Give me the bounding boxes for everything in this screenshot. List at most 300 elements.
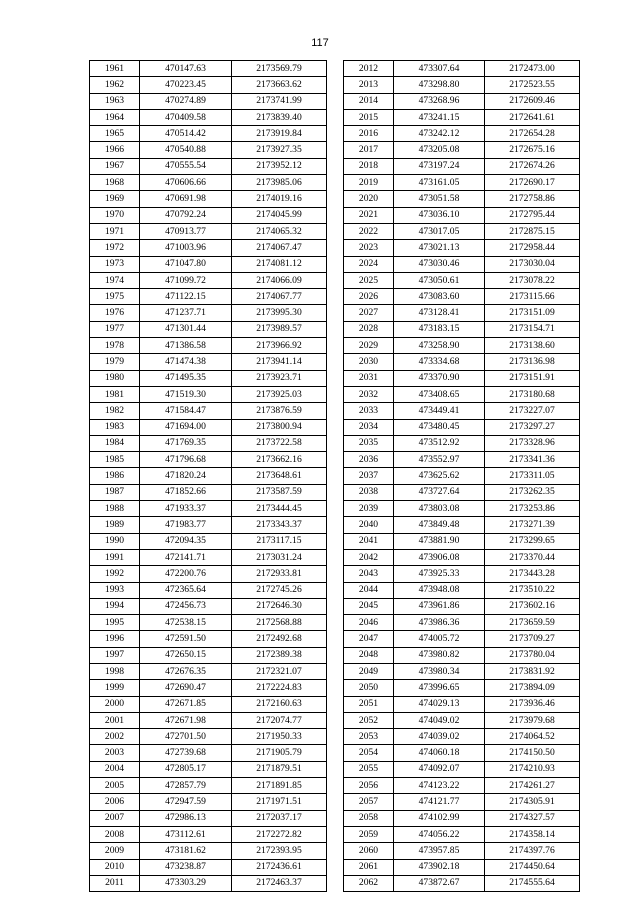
y-coordinate-cell: 2173800.94 [232, 419, 327, 435]
table-row [344, 843, 580, 859]
table-row [344, 191, 580, 207]
x-coordinate-cell: 474060.18 [394, 745, 485, 761]
table-row [344, 175, 580, 191]
x-coordinate-cell: 472857.79 [140, 778, 232, 794]
point-number-cell: 2058 [344, 810, 394, 826]
y-coordinate-cell: 2173989.57 [232, 321, 327, 337]
x-coordinate-cell: 471796.68 [140, 452, 232, 468]
x-coordinate-cell: 473803.08 [394, 501, 485, 517]
table-row [90, 468, 327, 484]
point-number-cell: 1995 [90, 615, 140, 631]
x-coordinate-cell: 472986.13 [140, 810, 232, 826]
y-coordinate-cell: 2172272.82 [232, 826, 327, 842]
x-coordinate-cell: 472650.15 [140, 647, 232, 663]
point-number-cell: 2009 [90, 843, 140, 859]
point-number-cell: 2002 [90, 729, 140, 745]
point-number-cell: 1964 [90, 109, 140, 125]
y-coordinate-cell: 2172675.16 [485, 142, 580, 158]
coordinates-table-right [343, 60, 580, 892]
point-number-cell: 2019 [344, 175, 394, 191]
y-coordinate-cell: 2173569.79 [232, 61, 327, 77]
y-coordinate-cell: 2174397.76 [485, 843, 580, 859]
point-number-cell: 2052 [344, 712, 394, 728]
y-coordinate-cell: 2173117.15 [232, 533, 327, 549]
y-coordinate-cell: 2173151.91 [485, 370, 580, 386]
table-row [90, 338, 327, 354]
point-number-cell: 2006 [90, 794, 140, 810]
x-coordinate-cell: 471519.30 [140, 386, 232, 402]
table-row [344, 240, 580, 256]
table-row [344, 810, 580, 826]
y-coordinate-cell: 2173031.24 [232, 549, 327, 565]
x-coordinate-cell: 473205.08 [394, 142, 485, 158]
y-coordinate-cell: 2173370.44 [485, 549, 580, 565]
point-number-cell: 2011 [90, 875, 140, 891]
table-row [344, 93, 580, 109]
table-row [90, 859, 327, 875]
x-coordinate-cell: 470555.54 [140, 158, 232, 174]
table-row [90, 484, 327, 500]
x-coordinate-cell: 472671.98 [140, 712, 232, 728]
point-number-cell: 2047 [344, 631, 394, 647]
point-number-cell: 2036 [344, 452, 394, 468]
table-row [90, 778, 327, 794]
table-row [344, 517, 580, 533]
x-coordinate-cell: 472690.47 [140, 680, 232, 696]
x-coordinate-cell: 473948.08 [394, 582, 485, 598]
x-coordinate-cell: 472805.17 [140, 761, 232, 777]
x-coordinate-cell: 474121.77 [394, 794, 485, 810]
x-coordinate-cell: 473370.90 [394, 370, 485, 386]
x-coordinate-cell: 474102.99 [394, 810, 485, 826]
y-coordinate-cell: 2173919.84 [232, 126, 327, 142]
table-row [90, 370, 327, 386]
x-coordinate-cell: 472701.50 [140, 729, 232, 745]
x-coordinate-cell: 471820.24 [140, 468, 232, 484]
point-number-cell: 2060 [344, 843, 394, 859]
table-row [344, 663, 580, 679]
x-coordinate-cell: 470514.42 [140, 126, 232, 142]
y-coordinate-cell: 2173136.98 [485, 354, 580, 370]
y-coordinate-cell: 2173985.06 [232, 175, 327, 191]
point-number-cell: 2049 [344, 663, 394, 679]
table-row [344, 696, 580, 712]
table-row [90, 729, 327, 745]
table-row [344, 386, 580, 402]
point-number-cell: 1997 [90, 647, 140, 663]
table-row [344, 761, 580, 777]
table-row [90, 761, 327, 777]
x-coordinate-cell: 473512.92 [394, 435, 485, 451]
y-coordinate-cell: 2173343.37 [232, 517, 327, 533]
x-coordinate-cell: 474049.02 [394, 712, 485, 728]
point-number-cell: 2044 [344, 582, 394, 598]
y-coordinate-cell: 2174450.64 [485, 859, 580, 875]
y-coordinate-cell: 2174019.16 [232, 191, 327, 207]
x-coordinate-cell: 473480.45 [394, 419, 485, 435]
y-coordinate-cell: 2172321.07 [232, 663, 327, 679]
y-coordinate-cell: 2173443.28 [485, 566, 580, 582]
x-coordinate-cell: 471983.77 [140, 517, 232, 533]
x-coordinate-cell: 473849.48 [394, 517, 485, 533]
y-coordinate-cell: 2173966.92 [232, 338, 327, 354]
table-row [344, 223, 580, 239]
point-number-cell: 2051 [344, 696, 394, 712]
point-number-cell: 2005 [90, 778, 140, 794]
x-coordinate-cell: 472200.76 [140, 566, 232, 582]
x-coordinate-cell: 470691.98 [140, 191, 232, 207]
point-number-cell: 2000 [90, 696, 140, 712]
table-row [344, 354, 580, 370]
table-row [344, 615, 580, 631]
x-coordinate-cell: 471237.71 [140, 305, 232, 321]
x-coordinate-cell: 473996.65 [394, 680, 485, 696]
point-number-cell: 2025 [344, 272, 394, 288]
table-row [90, 533, 327, 549]
x-coordinate-cell: 473181.62 [140, 843, 232, 859]
point-number-cell: 1982 [90, 403, 140, 419]
y-coordinate-cell: 2173299.65 [485, 533, 580, 549]
point-number-cell: 2014 [344, 93, 394, 109]
y-coordinate-cell: 2173995.30 [232, 305, 327, 321]
y-coordinate-cell: 2172224.83 [232, 680, 327, 696]
y-coordinate-cell: 2174327.57 [485, 810, 580, 826]
table-row [344, 61, 580, 77]
table-row [344, 305, 580, 321]
point-number-cell: 1990 [90, 533, 140, 549]
point-number-cell: 2038 [344, 484, 394, 500]
point-number-cell: 2056 [344, 778, 394, 794]
y-coordinate-cell: 2173444.45 [232, 501, 327, 517]
y-coordinate-cell: 2174064.52 [485, 729, 580, 745]
point-number-cell: 2024 [344, 256, 394, 272]
x-coordinate-cell: 473183.15 [394, 321, 485, 337]
y-coordinate-cell: 2174065.32 [232, 223, 327, 239]
x-coordinate-cell: 471047.80 [140, 256, 232, 272]
y-coordinate-cell: 2173663.62 [232, 77, 327, 93]
point-number-cell: 2035 [344, 435, 394, 451]
point-number-cell: 2061 [344, 859, 394, 875]
y-coordinate-cell: 2173138.60 [485, 338, 580, 354]
x-coordinate-cell: 473036.10 [394, 207, 485, 223]
point-number-cell: 2057 [344, 794, 394, 810]
x-coordinate-cell: 473050.61 [394, 272, 485, 288]
table-row [344, 778, 580, 794]
y-coordinate-cell: 2173894.09 [485, 680, 580, 696]
point-number-cell: 2008 [90, 826, 140, 842]
point-number-cell: 2054 [344, 745, 394, 761]
x-coordinate-cell: 473980.34 [394, 663, 485, 679]
y-coordinate-cell: 2172758.86 [485, 191, 580, 207]
table-row [90, 794, 327, 810]
table-row [90, 77, 327, 93]
x-coordinate-cell: 472676.35 [140, 663, 232, 679]
table-row [344, 647, 580, 663]
point-number-cell: 1979 [90, 354, 140, 370]
x-coordinate-cell: 471584.47 [140, 403, 232, 419]
y-coordinate-cell: 2173154.71 [485, 321, 580, 337]
y-coordinate-cell: 2171891.85 [232, 778, 327, 794]
y-coordinate-cell: 2174210.93 [485, 761, 580, 777]
y-coordinate-cell: 2174067.47 [232, 240, 327, 256]
point-number-cell: 2030 [344, 354, 394, 370]
point-number-cell: 2037 [344, 468, 394, 484]
table-row [344, 875, 580, 891]
y-coordinate-cell: 2172473.00 [485, 61, 580, 77]
y-coordinate-cell: 2172745.26 [232, 582, 327, 598]
y-coordinate-cell: 2173925.03 [232, 386, 327, 402]
x-coordinate-cell: 473298.80 [394, 77, 485, 93]
table-row [90, 517, 327, 533]
point-number-cell: 2013 [344, 77, 394, 93]
point-number-cell: 1989 [90, 517, 140, 533]
table-row [90, 93, 327, 109]
table-row [90, 419, 327, 435]
y-coordinate-cell: 2172160.63 [232, 696, 327, 712]
x-coordinate-cell: 473051.58 [394, 191, 485, 207]
y-coordinate-cell: 2174305.91 [485, 794, 580, 810]
point-number-cell: 1976 [90, 305, 140, 321]
table-row [90, 109, 327, 125]
coordinates-table-right-body [344, 61, 580, 892]
x-coordinate-cell: 472141.71 [140, 549, 232, 565]
x-coordinate-cell: 473872.67 [394, 875, 485, 891]
table-row [344, 207, 580, 223]
table-row [344, 321, 580, 337]
x-coordinate-cell: 473408.65 [394, 386, 485, 402]
y-coordinate-cell: 2173831.92 [485, 663, 580, 679]
point-number-cell: 1980 [90, 370, 140, 386]
point-number-cell: 1994 [90, 598, 140, 614]
x-coordinate-cell: 473906.08 [394, 549, 485, 565]
table-row [90, 142, 327, 158]
y-coordinate-cell: 2173328.96 [485, 435, 580, 451]
point-number-cell: 1973 [90, 256, 140, 272]
x-coordinate-cell: 473241.15 [394, 109, 485, 125]
y-coordinate-cell: 2172074.77 [232, 712, 327, 728]
point-number-cell: 2040 [344, 517, 394, 533]
coordinates-table-left-body [90, 61, 327, 892]
x-coordinate-cell: 472671.85 [140, 696, 232, 712]
x-coordinate-cell: 473161.05 [394, 175, 485, 191]
x-coordinate-cell: 471933.37 [140, 501, 232, 517]
y-coordinate-cell: 2171879.51 [232, 761, 327, 777]
table-row [344, 77, 580, 93]
y-coordinate-cell: 2173648.61 [232, 468, 327, 484]
table-row [344, 126, 580, 142]
table-row [90, 207, 327, 223]
point-number-cell: 1961 [90, 61, 140, 77]
table-row [344, 452, 580, 468]
table-row [90, 223, 327, 239]
point-number-cell: 1984 [90, 435, 140, 451]
table-row [90, 582, 327, 598]
x-coordinate-cell: 474005.72 [394, 631, 485, 647]
y-coordinate-cell: 2173180.68 [485, 386, 580, 402]
table-row [90, 810, 327, 826]
y-coordinate-cell: 2174045.99 [232, 207, 327, 223]
point-number-cell: 1978 [90, 338, 140, 354]
y-coordinate-cell: 2172568.88 [232, 615, 327, 631]
coordinates-table-left [89, 60, 327, 892]
point-number-cell: 2012 [344, 61, 394, 77]
y-coordinate-cell: 2174358.14 [485, 826, 580, 842]
x-coordinate-cell: 470540.88 [140, 142, 232, 158]
x-coordinate-cell: 473902.18 [394, 859, 485, 875]
page-number: 117 [311, 37, 329, 49]
y-coordinate-cell: 2172958.44 [485, 240, 580, 256]
table-row [90, 647, 327, 663]
x-coordinate-cell: 473727.64 [394, 484, 485, 500]
table-row [344, 272, 580, 288]
y-coordinate-cell: 2173030.04 [485, 256, 580, 272]
x-coordinate-cell: 474056.22 [394, 826, 485, 842]
x-coordinate-cell: 471852.66 [140, 484, 232, 500]
point-number-cell: 2034 [344, 419, 394, 435]
y-coordinate-cell: 2174261.27 [485, 778, 580, 794]
table-row [90, 598, 327, 614]
point-number-cell: 1968 [90, 175, 140, 191]
point-number-cell: 2059 [344, 826, 394, 842]
y-coordinate-cell: 2172674.26 [485, 158, 580, 174]
point-number-cell: 1988 [90, 501, 140, 517]
y-coordinate-cell: 2172037.17 [232, 810, 327, 826]
point-number-cell: 2018 [344, 158, 394, 174]
point-number-cell: 2029 [344, 338, 394, 354]
y-coordinate-cell: 2173741.99 [232, 93, 327, 109]
y-coordinate-cell: 2174150.50 [485, 745, 580, 761]
table-row [90, 240, 327, 256]
y-coordinate-cell: 2171971.51 [232, 794, 327, 810]
point-number-cell: 1966 [90, 142, 140, 158]
point-number-cell: 2046 [344, 615, 394, 631]
x-coordinate-cell: 473112.61 [140, 826, 232, 842]
point-number-cell: 2001 [90, 712, 140, 728]
point-number-cell: 1971 [90, 223, 140, 239]
point-number-cell: 2026 [344, 289, 394, 305]
point-number-cell: 1993 [90, 582, 140, 598]
y-coordinate-cell: 2172654.28 [485, 126, 580, 142]
table-row [90, 875, 327, 891]
y-coordinate-cell: 2173510.22 [485, 582, 580, 598]
y-coordinate-cell: 2173262.35 [485, 484, 580, 500]
x-coordinate-cell: 474123.22 [394, 778, 485, 794]
y-coordinate-cell: 2174555.64 [485, 875, 580, 891]
table-row [90, 435, 327, 451]
point-number-cell: 2016 [344, 126, 394, 142]
y-coordinate-cell: 2173587.59 [232, 484, 327, 500]
point-number-cell: 1987 [90, 484, 140, 500]
point-number-cell: 1975 [90, 289, 140, 305]
y-coordinate-cell: 2173227.07 [485, 403, 580, 419]
x-coordinate-cell: 472094.35 [140, 533, 232, 549]
y-coordinate-cell: 2172933.81 [232, 566, 327, 582]
point-number-cell: 1996 [90, 631, 140, 647]
x-coordinate-cell: 471694.00 [140, 419, 232, 435]
y-coordinate-cell: 2172795.44 [485, 207, 580, 223]
table-row [90, 191, 327, 207]
point-number-cell: 2007 [90, 810, 140, 826]
x-coordinate-cell: 473881.90 [394, 533, 485, 549]
x-coordinate-cell: 470913.77 [140, 223, 232, 239]
point-number-cell: 2003 [90, 745, 140, 761]
table-row [90, 386, 327, 402]
point-number-cell: 1977 [90, 321, 140, 337]
point-number-cell: 1983 [90, 419, 140, 435]
y-coordinate-cell: 2172492.68 [232, 631, 327, 647]
point-number-cell: 2004 [90, 761, 140, 777]
y-coordinate-cell: 2173979.68 [485, 712, 580, 728]
point-number-cell: 1962 [90, 77, 140, 93]
x-coordinate-cell: 471769.35 [140, 435, 232, 451]
table-row [344, 598, 580, 614]
point-number-cell: 1998 [90, 663, 140, 679]
point-number-cell: 1972 [90, 240, 140, 256]
point-number-cell: 2055 [344, 761, 394, 777]
point-number-cell: 1981 [90, 386, 140, 402]
y-coordinate-cell: 2171950.33 [232, 729, 327, 745]
x-coordinate-cell: 473238.87 [140, 859, 232, 875]
x-coordinate-cell: 474029.13 [394, 696, 485, 712]
point-number-cell: 1974 [90, 272, 140, 288]
table-row [90, 289, 327, 305]
x-coordinate-cell: 473030.46 [394, 256, 485, 272]
table-row [344, 468, 580, 484]
point-number-cell: 1963 [90, 93, 140, 109]
table-row [344, 338, 580, 354]
y-coordinate-cell: 2173602.16 [485, 598, 580, 614]
table-row [344, 566, 580, 582]
x-coordinate-cell: 473303.29 [140, 875, 232, 891]
table-row [344, 631, 580, 647]
point-number-cell: 2017 [344, 142, 394, 158]
table-row [344, 729, 580, 745]
point-number-cell: 2032 [344, 386, 394, 402]
x-coordinate-cell: 473083.60 [394, 289, 485, 305]
point-number-cell: 2033 [344, 403, 394, 419]
point-number-cell: 2045 [344, 598, 394, 614]
point-number-cell: 2050 [344, 680, 394, 696]
table-row [344, 289, 580, 305]
y-coordinate-cell: 2172609.46 [485, 93, 580, 109]
table-row [90, 272, 327, 288]
table-row [344, 501, 580, 517]
y-coordinate-cell: 2173151.09 [485, 305, 580, 321]
y-coordinate-cell: 2174081.12 [232, 256, 327, 272]
y-coordinate-cell: 2173952.12 [232, 158, 327, 174]
y-coordinate-cell: 2173722.58 [232, 435, 327, 451]
table-row [90, 126, 327, 142]
table-row [344, 435, 580, 451]
table-row [344, 403, 580, 419]
y-coordinate-cell: 2173923.71 [232, 370, 327, 386]
x-coordinate-cell: 471003.96 [140, 240, 232, 256]
y-coordinate-cell: 2173311.05 [485, 468, 580, 484]
x-coordinate-cell: 473986.36 [394, 615, 485, 631]
x-coordinate-cell: 473268.96 [394, 93, 485, 109]
y-coordinate-cell: 2172641.61 [485, 109, 580, 125]
y-coordinate-cell: 2171905.79 [232, 745, 327, 761]
table-row [90, 549, 327, 565]
y-coordinate-cell: 2174067.77 [232, 289, 327, 305]
y-coordinate-cell: 2173927.35 [232, 142, 327, 158]
point-number-cell: 1999 [90, 680, 140, 696]
y-coordinate-cell: 2172523.55 [485, 77, 580, 93]
y-coordinate-cell: 2173271.39 [485, 517, 580, 533]
table-row [344, 533, 580, 549]
point-number-cell: 2015 [344, 109, 394, 125]
x-coordinate-cell: 472947.59 [140, 794, 232, 810]
